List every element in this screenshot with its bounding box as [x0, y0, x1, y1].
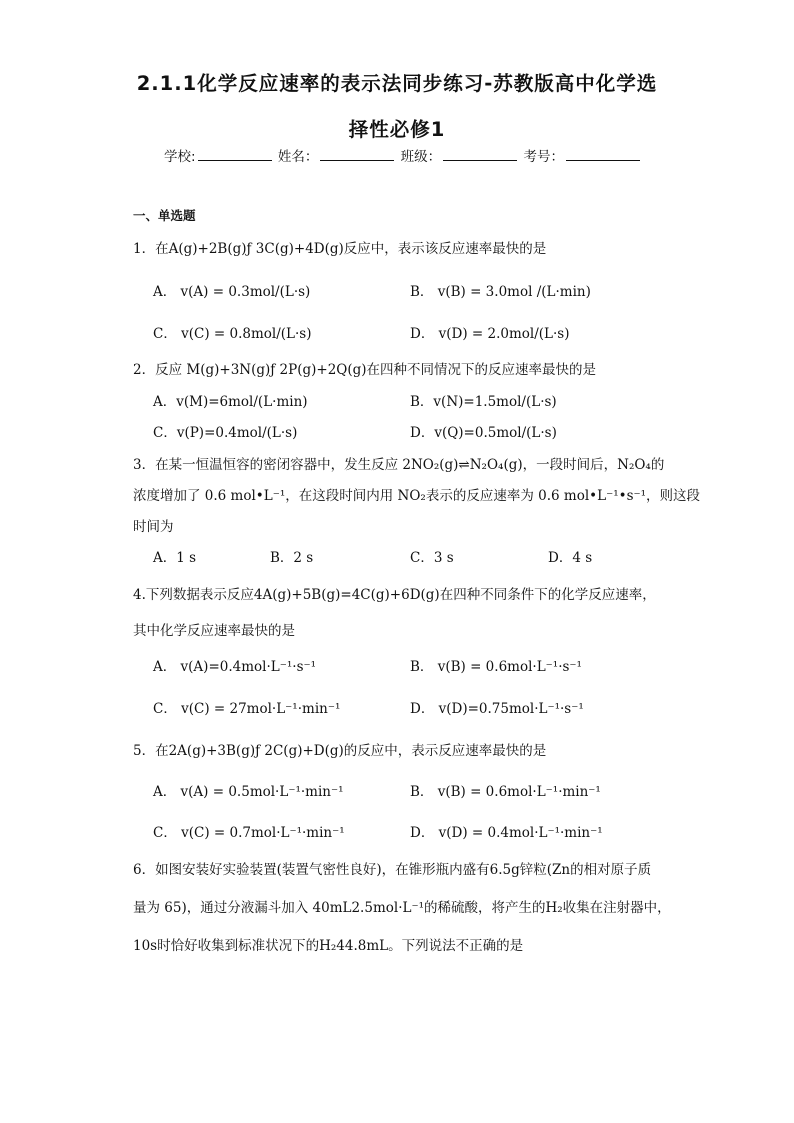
- q4-stem-line-2: 其中化学反应速率最快的是: [133, 623, 295, 639]
- q5-option-a: A． v(A) = 0.5mol·L⁻¹·min⁻¹: [153, 784, 344, 800]
- q5-stem: 5．在2A(g)+3B(g)ƒ 2C(g)+D(g)的反应中，表示反应速率最快的是: [133, 743, 547, 759]
- q5-option-b: B． v(B) = 0.6mol·L⁻¹·min⁻¹: [410, 784, 601, 800]
- student-info-row: [164, 145, 642, 165]
- title-line-2: 择性必修1: [348, 118, 446, 141]
- number-label: 考号：: [523, 149, 564, 165]
- section-heading: 一、单选题: [133, 208, 196, 223]
- q3-option-c: C．3 s: [410, 550, 454, 566]
- q1-option-b: B． v(B) = 3.0mol /(L·min): [410, 284, 591, 300]
- q6-stem-line-2: 量为 65)，通过分液漏斗加入 40mL2.5mol·L⁻¹的稀硫酸，将产生的H₂收集在注射器中，: [133, 900, 671, 916]
- number-blank[interactable]: [566, 146, 640, 161]
- q5-option-c: C． v(C) = 0.7mol·L⁻¹·min⁻¹: [153, 825, 345, 841]
- q6-stem-line-1: 6．如图安装好实验装置(装置气密性良好)，在锥形瓶内盛有6.5g锌粒(Zn的相对原子质: [133, 862, 652, 878]
- q2-stem: 2．反应 M(g)+3N(g)ƒ 2P(g)+2Q(g)在四种不同情况下的反应速率最快的是: [133, 362, 597, 378]
- title-line-1: 2.1.1化学反应速率的表示法同步练习-苏教版高中化学选: [136, 72, 658, 95]
- q1-option-d: D． v(D) = 2.0mol/(L·s): [410, 326, 570, 342]
- q3-option-d: D．4 s: [548, 550, 593, 566]
- q6-stem-line-3: 10s时恰好收集到标准状况下的H₂44.8mL。下列说法不正确的是: [133, 938, 524, 954]
- q2-option-a: A．v(M)=6mol/(L·min): [153, 394, 308, 410]
- q5-option-d: D． v(D) = 0.4mol·L⁻¹·min⁻¹: [410, 825, 603, 841]
- q3-stem-line-2: 浓度增加了 0.6 mol•L⁻¹，在这段时间内用 NO₂表示的反应速率为 0.6 mol•L⁻¹•s⁻¹，则这段: [133, 488, 701, 504]
- school-label: 学校:: [164, 149, 196, 165]
- q1-option-c: C． v(C) = 0.8mol/(L·s): [153, 326, 312, 342]
- q3-option-b: B．2 s: [270, 550, 314, 566]
- name-blank[interactable]: [320, 146, 394, 161]
- q1-stem: 1．在A(g)+2B(g)ƒ 3C(g)+4D(g)反应中，表示该反应速率最快的是: [133, 241, 547, 257]
- q2-option-d: D．v(Q)=0.5mol/(L·s): [410, 425, 557, 441]
- q4-stem-line-1: 4.下列数据表示反应4A(g)+5B(g)=4C(g)+6D(g)在四种不同条件下的化学反应速率，: [133, 587, 656, 603]
- school-blank[interactable]: [198, 146, 272, 161]
- q4-option-b: B． v(B) = 0.6mol·L⁻¹·s⁻¹: [410, 659, 582, 675]
- name-label: 姓名：: [277, 149, 319, 165]
- q3-stem-line-3: 时间为: [133, 519, 174, 535]
- q2-option-b: B．v(N)=1.5mol/(L·s): [410, 394, 557, 410]
- class-blank[interactable]: [443, 146, 517, 161]
- q2-option-c: C．v(P)=0.4mol/(L·s): [153, 425, 298, 441]
- q4-option-a: A． v(A)=0.4mol·L⁻¹·s⁻¹: [153, 659, 317, 675]
- q4-option-d: D． v(D)=0.75mol·L⁻¹·s⁻¹: [410, 701, 584, 717]
- q3-stem-line-1: 3．在某一恒温恒容的密闭容器中，发生反应 2NO₂(g)⇌N₂O₄(g)，一段时间后，N₂O₄的: [133, 457, 665, 473]
- q1-option-a: A． v(A) = 0.3mol/(L·s): [153, 284, 311, 300]
- class-label: 班级：: [400, 149, 442, 165]
- q3-option-a: A．1 s: [153, 550, 197, 566]
- q4-option-c: C． v(C) = 27mol·L⁻¹·min⁻¹: [153, 701, 341, 717]
